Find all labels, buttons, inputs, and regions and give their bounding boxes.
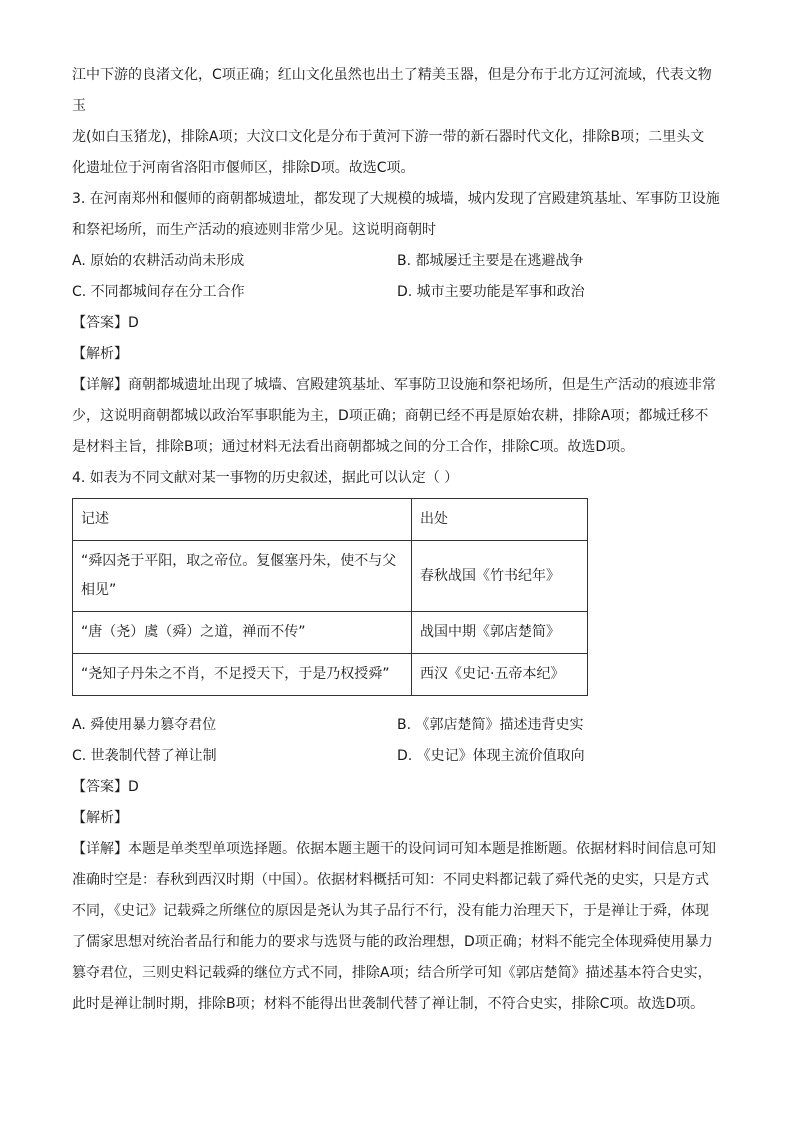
q4-detail-line: 【详解】本题是单类型单项选择题。依据本题主题干的设问词可知本题是推断题。依据材料时间信息可知 <box>72 841 716 857</box>
table-cell-text <box>73 612 412 654</box>
table-header-cell: 出处 <box>412 499 588 541</box>
table-cell-line: “唐（尧）虞（舜）之道，禅而不传” <box>81 624 306 640</box>
q4-detail-line: 此时是禅让制时期，排除B项；材料不能得出世袭制代替了禅让制，不符合史实，排除C项。故选D项。 <box>72 996 705 1012</box>
q4-detail-line: 不同，《史记》记载舜之所继位的原因是尧认为其子品行不行，没有能力治理天下，于是禅让于舜，体现 <box>72 903 709 919</box>
q4-source-table <box>72 498 588 696</box>
table-row <box>73 654 588 696</box>
q3-option-a: A. 原始的农耕活动尚未形成 <box>72 253 245 269</box>
table-header-cell: 记述 <box>73 499 412 541</box>
q4-detail-line: 准确时空是：春秋到西汉时期（中国）。依据材料概括可知：不同史料都记载了舜代尧的史实，只是方式 <box>72 872 709 888</box>
table-row <box>73 612 588 654</box>
q3-stem-line: 和祭祀场所，而生产活动的痕迹则非常少见。这说明商朝时 <box>72 222 436 238</box>
q4-option-b: B. 《郭店楚简》描述违背史实 <box>397 717 584 733</box>
table-cell-text <box>73 541 412 612</box>
q3-option-b: B. 都城屡迁主要是在逃避战争 <box>397 253 584 269</box>
q3-option-d: D. 城市主要功能是军事和政治 <box>397 284 585 300</box>
table-cell-text <box>73 654 412 696</box>
q4-option-c: C. 世袭制代替了禅让制 <box>72 748 217 764</box>
q4-analysis-label: 【解析】 <box>72 810 128 826</box>
table-cell-source: 西汉《史记·五帝本纪》 <box>412 654 588 696</box>
table-cell-line: 相见” <box>81 582 117 598</box>
q4-detail-line: 了儒家思想对统治者品行和能力的要求与选贤与能的政治理想，D项正确；材料不能完全体现舜使用暴力 <box>72 934 713 950</box>
q3-stem-line: 3. 在河南郑州和偃师的商朝都城遗址，都发现了大规模的城墙，城内发现了宫殿建筑基址、军事防卫设施 <box>72 191 720 207</box>
q4-options-row <box>72 710 724 741</box>
q4-option-d: D. 《史记》体现主流价值取向 <box>397 748 585 764</box>
intro-line: 江中下游的良渚文化，C项正确；红山文化虽然也出土了精美玉器，但是分布于北方辽河流域，代表文物玉 <box>72 67 712 114</box>
q3-detail-line: 是材料主旨，排除B项；通过材料无法看出商朝都城之间的分工合作，排除C项。故选D项。 <box>72 439 635 455</box>
q4-detail-line: 篡夺君位，三则史料记载舜的继位方式不同，排除A项；结合所学可知《郭店楚简》描述基本符合史实， <box>72 965 712 981</box>
q3-detail-line: 少，这说明商朝都城以政治军事职能为主，D项正确；商朝已经不再是原始农耕，排除A项；都城迁移不 <box>72 408 709 424</box>
table-cell-source: 战国中期《郭店楚简》 <box>412 612 588 654</box>
table-header-row <box>73 499 588 541</box>
q4-option-a: A. 舜使用暴力篡夺君位 <box>72 717 217 733</box>
intro-line: 化遗址位于河南省洛阳市偃师区，排除D项。故选C项。 <box>72 160 415 176</box>
table-cell-line: “舜囚尧于平阳，取之帝位。复偃塞丹朱，使不与父 <box>81 553 397 569</box>
table-cell-source: 春秋战国《竹书纪年》 <box>412 541 588 612</box>
table-cell-line: “尧知子丹朱之不肖，不足授天下，于是乃权授舜” <box>81 666 390 682</box>
intro-line: 龙(如白玉猪龙)，排除A项；大汶口文化是分布于黄河下游一带的新石器时代文化，排除B项；二里头文 <box>72 129 705 145</box>
q4-stem: 4. 如表为不同文献对某一事物的历史叙述，据此可以认定（ ） <box>72 470 459 486</box>
table-row <box>73 541 588 612</box>
document-page <box>72 60 724 1020</box>
q3-detail-line: 【详解】商朝都城遗址出现了城墙、宫殿建筑基址、军事防卫设施和祭祀场所，但是生产活动的痕迹非常 <box>72 377 716 393</box>
q3-analysis-label: 【解析】 <box>72 346 128 362</box>
q4-answer: 【答案】D <box>72 779 139 795</box>
q3-options-row <box>72 246 724 277</box>
q3-option-c: C. 不同都城间存在分工合作 <box>72 284 245 300</box>
q3-answer: 【答案】D <box>72 315 139 331</box>
q4-options-row <box>72 741 724 772</box>
q3-options-row <box>72 277 724 308</box>
